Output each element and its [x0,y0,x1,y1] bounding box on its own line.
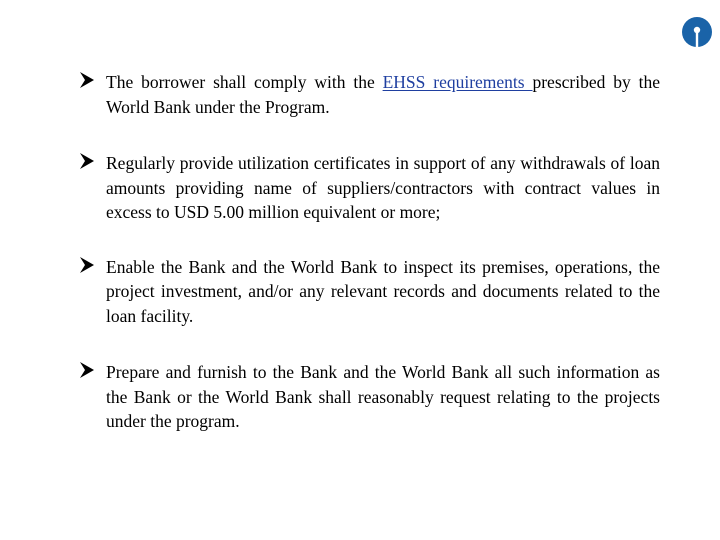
bullet-text: The borrower shall comply with the [106,72,383,92]
bullet-item [78,360,660,434]
ehss-requirements-link[interactable]: EHSS requirements [382,72,533,92]
bullet-text: prescribed by the World Bank under the Program. [106,72,660,117]
bullet-text: Regularly provide utilization certificates in support of any withdrawals of loan amounts providing name of suppliers/contractors with contract values in excess to USD 5.00 million equivalent or more; [106,153,660,222]
arrowhead-bullet-icon [79,152,95,170]
bullet-text: Prepare and furnish to the Bank and the World Bank all such information as the Bank or the World Bank shall reasonably request relating to the projects under the program. [106,362,660,431]
arrowhead-bullet-icon [79,256,95,274]
bullet-text: Enable the Bank and the World Bank to inspect its premises, operations, the project investment, and/or any relevant records and documents related to the loan facility. [106,256,660,326]
bullet-item [78,151,660,225]
sbi-logo-icon [681,16,713,48]
bullet-list [78,70,660,466]
arrowhead-bullet-icon [79,361,95,379]
bullet-item [78,255,660,329]
bullet-item [78,70,660,119]
arrowhead-bullet-icon [79,71,95,89]
